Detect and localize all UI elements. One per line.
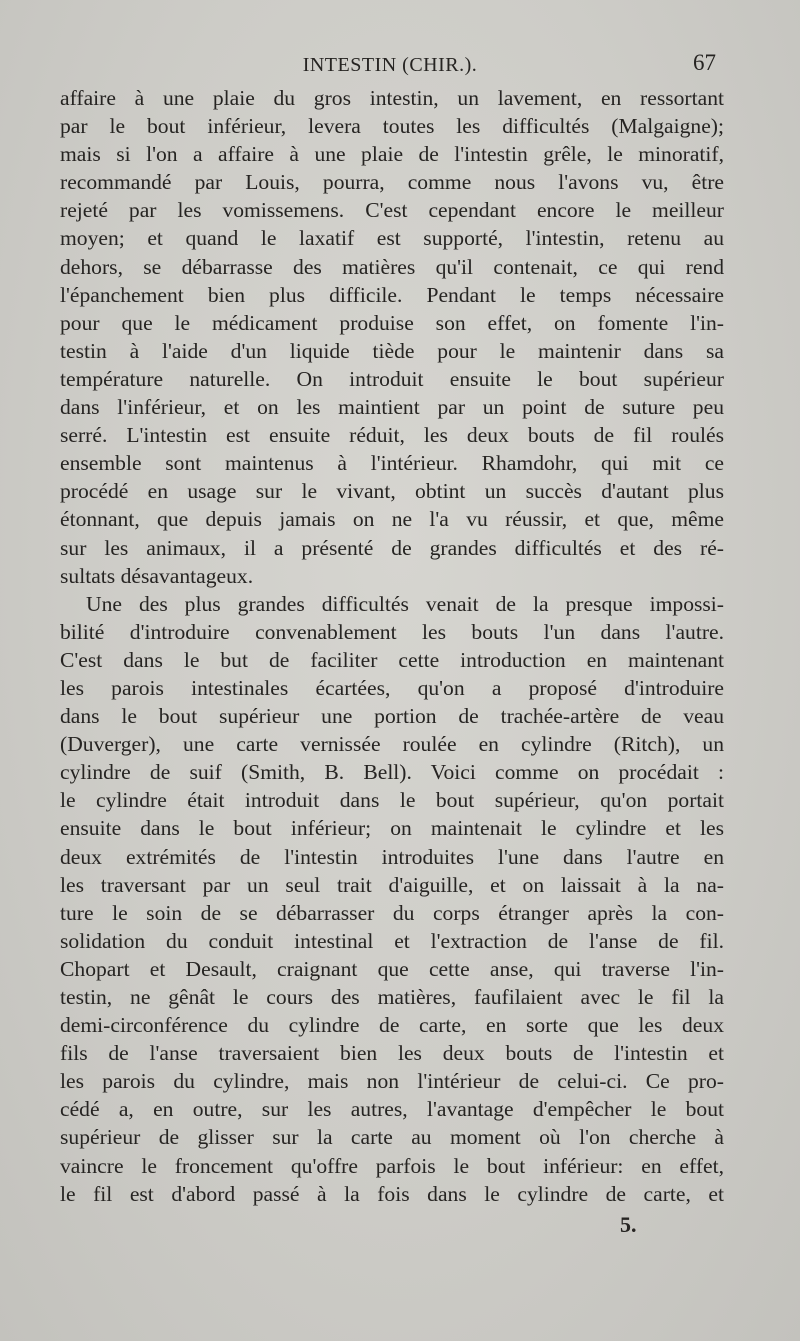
text-line: C'est dans le but de faciliter cette introduction en maintenant: [60, 647, 724, 672]
text-line: Chopart et Desault, craignant que cette anse, qui traverse l'in-: [60, 956, 724, 981]
text-line: cylindre de suif (Smith, B. Bell). Voici comme on procédait :: [60, 760, 724, 785]
text-line: rejeté par les vomissemens. C'est cependant encore le meilleur: [60, 198, 724, 223]
text-line: supérieur de glisser sur la carte au moment où l'on cherche à: [60, 1125, 724, 1150]
page-number: 67: [693, 50, 716, 75]
text-line: sur les animaux, il a présenté de grandes difficultés et des ré-: [60, 535, 724, 560]
text-line: les parois du cylindre, mais non l'intérieur de celui-ci. Ce pro-: [60, 1069, 724, 1094]
text-line: pour que le médicament produise son effet, on fomente l'in-: [60, 310, 724, 335]
text-line: moyen; et quand le laxatif est supporté, l'intestin, retenu au: [60, 226, 724, 251]
text-line: serré. L'intestin est ensuite réduit, les deux bouts de fil roulés: [60, 423, 724, 448]
text-line: les parois intestinales écartées, qu'on a proposé d'introduire: [60, 675, 724, 700]
text-line: recommandé par Louis, pourra, comme nous l'avons vu, être: [60, 170, 724, 195]
body-text: [60, 84, 724, 1208]
text-line: l'épanchement bien plus difficile. Pendant le temps nécessaire: [60, 282, 724, 307]
text-line: solidation du conduit intestinal et l'extraction de l'anse de fil.: [60, 928, 724, 953]
text-line: température naturelle. On introduit ensuite le bout supérieur: [60, 366, 724, 391]
text-line: demi-circonférence du cylindre de carte, en sorte que les deux: [60, 1013, 724, 1038]
text-line: le fil est d'abord passé à la fois dans le cylindre de carte, et: [60, 1181, 724, 1206]
text-line: cédé a, en outre, sur les autres, l'avantage d'empêcher le bout: [60, 1097, 724, 1122]
text-line: ture le soin de se débarrasser du corps étranger après la con-: [60, 900, 724, 925]
text-line: étonnant, que depuis jamais on ne l'a vu réussir, et que, même: [60, 507, 724, 532]
signature-mark: 5.: [620, 1212, 637, 1237]
text-line: dehors, se débarrasse des matières qu'il contenait, ce qui rend: [60, 254, 724, 279]
text-line: affaire à une plaie du gros intestin, un lavement, en ressortant: [60, 86, 724, 110]
text-line: Une des plus grandes difficultés venait de la presque impossi-: [86, 591, 724, 616]
page-header: [60, 48, 720, 84]
text-line: deux extrémités de l'intestin introduites l'une dans l'autre en: [60, 844, 724, 869]
text-line: ensemble sont maintenus à l'intérieur. Rhamdohr, qui mit ce: [60, 451, 724, 476]
running-title: INTESTIN (CHIR.).: [302, 54, 478, 76]
text-line: dans le bout supérieur une portion de trachée-artère de veau: [60, 704, 724, 729]
text-line: par le bout inférieur, levera toutes les difficultés (Malgaigne);: [60, 114, 724, 139]
text-line: testin, ne gênât le cours des matières, faufilaient avec le fil la: [60, 985, 724, 1009]
text-line: ensuite dans le bout inférieur; on maintenait le cylindre et les: [60, 816, 724, 841]
text-line: procédé en usage sur le vivant, obtint un succès d'autant plus: [60, 479, 724, 504]
text-line: mais si l'on a affaire à une plaie de l'intestin grêle, le minoratif,: [60, 142, 724, 167]
text-line: testin à l'aide d'un liquide tiède pour le maintenir dans sa: [60, 338, 724, 363]
text-line: dans l'inférieur, et on les maintient par un point de suture peu: [60, 395, 724, 420]
text-line: bilité d'introduire convenablement les bouts l'un dans l'autre.: [60, 619, 724, 644]
text-line: le cylindre était introduit dans le bout supérieur, qu'on portait: [60, 788, 724, 813]
text-line: sultats désavantageux.: [60, 563, 254, 588]
text-line: les traversant par un seul trait d'aiguille, et on laissait à la na-: [60, 872, 724, 897]
text-line: fils de l'anse traversaient bien les deux bouts de l'intestin et: [60, 1041, 724, 1066]
text-line: vaincre le froncement qu'offre parfois le bout inférieur: en effet,: [60, 1153, 724, 1178]
text-line: (Duverger), une carte vernissée roulée en cylindre (Ritch), un: [60, 732, 724, 757]
